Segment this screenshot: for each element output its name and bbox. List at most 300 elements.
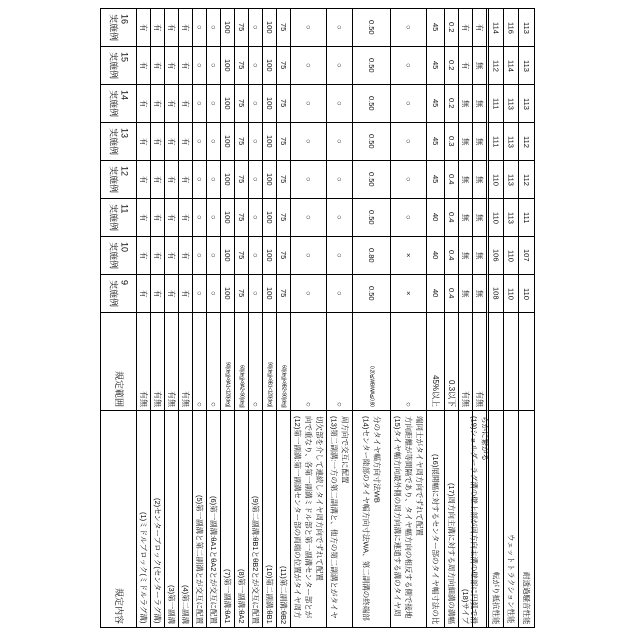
- value-実施例16-item1-text: 有: [139, 23, 148, 32]
- value-実施例15-item4: [179, 47, 193, 85]
- value-実施例13-item16-text: 45: [431, 137, 440, 146]
- value-実施例14-item6-text: ○: [209, 101, 218, 106]
- value-実施例12-perf_rolling-text: 110: [491, 173, 501, 186]
- value-実施例13-item11: [277, 123, 291, 161]
- range-item9-text: ○: [251, 402, 260, 407]
- value-実施例12-item9-text: ○: [251, 177, 260, 182]
- range-item1-text: 有無: [139, 391, 148, 407]
- value-実施例14-item5: [193, 85, 207, 123]
- item-label-item11: [277, 411, 291, 627]
- value-実施例10-item14: [353, 237, 391, 275]
- value-実施例12-perf_rolling: [489, 161, 504, 199]
- value-実施例12-perf_wet-text: 113: [506, 173, 516, 186]
- value-実施例11-item7: [221, 199, 235, 237]
- value-実施例14-item10-text: 100: [265, 97, 274, 110]
- value-実施例15-item9-text: ○: [251, 63, 260, 68]
- value-実施例13-item19: [473, 123, 489, 161]
- value-実施例11-item17: [445, 199, 459, 237]
- item-label-item5: [193, 411, 207, 627]
- row-header-実施例10: [101, 237, 137, 275]
- value-実施例9-item9: [249, 275, 263, 313]
- range-item5: [193, 313, 207, 411]
- value-実施例16-item12: [291, 9, 327, 47]
- value-実施例14-item7: [221, 85, 235, 123]
- value-実施例15-item10: [263, 47, 277, 85]
- value-実施例10-item6-text: ○: [209, 253, 218, 258]
- value-実施例15-perf_wet: [504, 47, 519, 85]
- row-header-実施例16-text: 実施例 16: [108, 13, 130, 41]
- row-header-実施例14-text: 実施例 14: [108, 89, 130, 117]
- value-実施例16-item14: [353, 9, 391, 47]
- range-item14-text: 0.20≦WB/WA≦0.80: [368, 366, 375, 407]
- value-実施例10-item12: [291, 237, 327, 275]
- value-実施例11-item18-text: 無: [461, 213, 470, 222]
- value-実施例14-item7-text: 100: [223, 97, 232, 110]
- value-実施例15-item19: [473, 47, 489, 85]
- value-実施例13-item2: [151, 123, 165, 161]
- item-label-item14-text: (14)センター陸部のタイヤ幅方向寸法WA、第二副溝の終端部分のタイヤ幅方向寸法WB: [361, 416, 382, 621]
- value-実施例15-item10-text: 100: [265, 59, 274, 72]
- range-item16-text: 45%以上: [431, 374, 440, 407]
- value-実施例16-item17: [445, 9, 459, 47]
- value-実施例12-item5-text: ○: [195, 177, 204, 182]
- row-header-実施例15: [101, 47, 137, 85]
- value-実施例13-item6: [207, 123, 221, 161]
- range-item3-text: 有無: [167, 391, 176, 407]
- row-header-実施例12-text: 実施例 12: [108, 165, 130, 193]
- value-実施例13-perf_noise: [519, 123, 534, 161]
- value-実施例9-item11-text: 75: [279, 289, 288, 298]
- value-実施例15-item3-text: 有: [167, 61, 176, 70]
- item-label-item5-text: (5)第一副溝と第二副溝とが交互に配置: [195, 494, 204, 624]
- value-実施例14-item12: [291, 85, 327, 123]
- value-実施例13-item12-text: ○: [304, 139, 313, 144]
- range-perf_rolling: [489, 313, 504, 411]
- value-実施例14-item19: [473, 85, 489, 123]
- value-実施例16-item2: [151, 9, 165, 47]
- value-実施例9-item2-text: 有: [153, 289, 162, 298]
- value-実施例10-item10: [263, 237, 277, 275]
- value-実施例14-item9-text: ○: [251, 101, 260, 106]
- value-実施例14-item17-text: 0.2: [447, 98, 456, 109]
- value-実施例12-item8: [235, 161, 249, 199]
- value-実施例9-item8-text: 75: [237, 289, 246, 298]
- item-label-item1: [137, 411, 151, 627]
- value-実施例14-item11: [277, 85, 291, 123]
- range-item12-text: ○: [304, 402, 313, 407]
- value-実施例13-perf_wet-text: 113: [506, 135, 516, 148]
- value-実施例9-item15: [391, 275, 427, 313]
- value-実施例16-item6-text: ○: [209, 25, 218, 30]
- value-実施例12-item10-text: 100: [265, 173, 274, 186]
- value-実施例16-item18-text: 有: [461, 23, 470, 32]
- value-実施例13-item15-text: ○: [404, 139, 413, 144]
- value-実施例9-item5-text: ○: [195, 291, 204, 296]
- value-実施例12-item17-text: 0.4: [447, 174, 456, 185]
- item-label-item16-text: (16)展開幅に対するセンター部のタイヤ幅寸法の比: [431, 453, 440, 624]
- value-実施例10-item9: [249, 237, 263, 275]
- value-実施例10-item10-text: 100: [265, 249, 274, 262]
- value-実施例9-item13-text: ○: [335, 291, 344, 296]
- value-実施例13-item4: [179, 123, 193, 161]
- item-label-item19-text: (19)ショルダーラグ溝の壁上部が周方向主溝の壁部に円弧で滑らかに繋がる: [469, 416, 490, 624]
- value-実施例10-item11: [277, 237, 291, 275]
- value-実施例11-item13: [327, 199, 353, 237]
- value-実施例9-item14-text: 0.50: [367, 286, 376, 301]
- value-実施例13-item15: [391, 123, 427, 161]
- value-実施例14-item15-text: ○: [404, 101, 413, 106]
- value-実施例16-item8: [235, 9, 249, 47]
- range-perf_wet: [504, 313, 519, 411]
- value-実施例11-item19: [473, 199, 489, 237]
- value-実施例11-item4-text: 有: [181, 213, 190, 222]
- item-label-item13-text: (13)第二副溝:一方の第二副溝と、他方の第二副溝とがタイヤ周方向で交互に配置: [329, 416, 350, 619]
- value-実施例14-item6: [207, 85, 221, 123]
- value-実施例16-item11-text: 75: [279, 23, 288, 32]
- value-実施例12-item1: [137, 161, 151, 199]
- value-実施例12-item11-text: 75: [279, 175, 288, 184]
- value-実施例12-item12-text: ○: [304, 177, 313, 182]
- value-実施例12-item2-text: 有: [153, 175, 162, 184]
- value-実施例9-item10-text: 100: [265, 287, 274, 300]
- value-実施例16-item14-text: 0.50: [367, 20, 376, 35]
- value-実施例12-item3: [165, 161, 179, 199]
- value-実施例14-item13: [327, 85, 353, 123]
- value-実施例9-item2: [151, 275, 165, 313]
- value-実施例9-item13: [327, 275, 353, 313]
- value-実施例10-item8-text: 75: [237, 251, 246, 260]
- range-item12: [291, 313, 327, 411]
- range-item11-text: 60[deg]<θB2<90[deg]: [280, 364, 287, 407]
- value-実施例15-item6-text: ○: [209, 63, 218, 68]
- value-実施例10-perf_rolling: [489, 237, 504, 275]
- range-perf_noise: [519, 313, 534, 411]
- value-実施例11-item6: [207, 199, 221, 237]
- value-実施例12-item13-text: ○: [335, 177, 344, 182]
- item-label-perf_rolling-text: 転がり抵抗性能: [491, 571, 501, 624]
- value-実施例13-item5: [193, 123, 207, 161]
- range-item11: [277, 313, 291, 411]
- value-実施例12-item12: [291, 161, 327, 199]
- value-実施例13-item9-text: ○: [251, 139, 260, 144]
- value-実施例14-item14: [353, 85, 391, 123]
- value-実施例13-item3-text: 有: [167, 137, 176, 146]
- value-実施例16-item9: [249, 9, 263, 47]
- value-実施例12-perf_noise-text: 112: [522, 173, 531, 186]
- value-実施例14-item16: [427, 85, 445, 123]
- range-item13: [327, 313, 353, 411]
- value-実施例14-perf_noise: [519, 85, 534, 123]
- value-実施例15-item16: [427, 47, 445, 85]
- value-実施例11-item15-text: ○: [404, 215, 413, 220]
- range-item7-text: 90[deg]<θA1<120[deg]: [224, 362, 231, 407]
- value-実施例13-item12: [291, 123, 327, 161]
- value-実施例12-item8-text: 75: [237, 175, 246, 184]
- item-label-item10-text: (10)第二副溝:θB1: [265, 565, 274, 624]
- value-実施例13-perf_rolling-text: 111: [491, 135, 501, 148]
- corner-header: [101, 411, 137, 627]
- value-実施例13-item8: [235, 123, 249, 161]
- value-実施例14-perf_wet-text: 113: [506, 97, 516, 110]
- value-実施例9-item11: [277, 275, 291, 313]
- value-実施例15-item3: [165, 47, 179, 85]
- value-実施例11-item9: [249, 199, 263, 237]
- value-実施例12-item6: [207, 161, 221, 199]
- value-実施例10-item16-text: 40: [431, 251, 440, 260]
- value-実施例15-item1-text: 有: [139, 61, 148, 70]
- row-header-実施例16: [101, 9, 137, 47]
- row-header-range: [101, 313, 137, 411]
- value-実施例14-perf_noise-text: 113: [522, 97, 531, 110]
- value-実施例12-perf_wet: [504, 161, 519, 199]
- value-実施例12-item1-text: 有: [139, 175, 148, 184]
- value-実施例10-item18: [459, 237, 473, 275]
- item-label-item9-text: (9)第二副溝:θB1とθB2とが交互に配置: [251, 496, 260, 624]
- value-実施例12-item3-text: 有: [167, 175, 176, 184]
- value-実施例16-item8-text: 75: [237, 23, 246, 32]
- value-実施例10-item15: [391, 237, 427, 275]
- value-実施例10-item9-text: ○: [251, 253, 260, 258]
- value-実施例16-item4-text: 有: [181, 23, 190, 32]
- value-実施例11-item2-text: 有: [153, 213, 162, 222]
- value-実施例9-item19-text: 無: [475, 289, 484, 298]
- range-item5-text: ○: [195, 402, 204, 407]
- value-実施例12-item7-text: 100: [223, 173, 232, 186]
- value-実施例12-item16: [427, 161, 445, 199]
- range-item4: [179, 313, 193, 411]
- row-header-range-text: 規定範囲: [114, 371, 124, 408]
- value-実施例15-item16-text: 45: [431, 61, 440, 70]
- value-実施例12-item5: [193, 161, 207, 199]
- value-実施例9-item6-text: ○: [209, 291, 218, 296]
- range-item9: [249, 313, 263, 411]
- value-実施例16-item1: [137, 9, 151, 47]
- value-実施例13-item16: [427, 123, 445, 161]
- value-実施例11-item16: [427, 199, 445, 237]
- value-実施例16-item7: [221, 9, 235, 47]
- value-実施例13-item13: [327, 123, 353, 161]
- row-header-実施例9: [101, 275, 137, 313]
- value-実施例12-item14: [353, 161, 391, 199]
- value-実施例15-item18-text: 有: [461, 61, 470, 70]
- value-実施例15-item8: [235, 47, 249, 85]
- row-header-実施例13-text: 実施例 13: [108, 127, 130, 155]
- value-実施例11-item16-text: 40: [431, 213, 440, 222]
- value-実施例13-item4-text: 有: [181, 137, 190, 146]
- item-label-perf_noise-text: 耐透過騒音性能: [522, 571, 531, 624]
- value-実施例9-item17-text: 0.4: [447, 288, 456, 299]
- value-実施例15-item19-text: 無: [475, 61, 484, 70]
- value-実施例11-perf_rolling: [489, 199, 504, 237]
- value-実施例9-perf_wet: [504, 275, 519, 313]
- value-実施例16-perf_wet: [504, 9, 519, 47]
- value-実施例10-item6: [207, 237, 221, 275]
- value-実施例13-item11-text: 75: [279, 137, 288, 146]
- value-実施例9-item3: [165, 275, 179, 313]
- range-item16: [427, 313, 445, 411]
- value-実施例15-item2-text: 有: [153, 61, 162, 70]
- item-label-item19: [469, 411, 490, 627]
- value-実施例11-item9-text: ○: [251, 215, 260, 220]
- value-実施例14-item10: [263, 85, 277, 123]
- value-実施例14-item3: [165, 85, 179, 123]
- range-item15-text: ○: [404, 402, 413, 407]
- value-実施例11-item10: [263, 199, 277, 237]
- range-item3: [165, 313, 179, 411]
- value-実施例9-item1-text: 有: [139, 289, 148, 298]
- value-実施例9-perf_rolling: [489, 275, 504, 313]
- value-実施例15-item15-text: ○: [404, 63, 413, 68]
- value-実施例10-item7: [221, 237, 235, 275]
- value-実施例9-item16-text: 40: [431, 289, 440, 298]
- value-実施例14-item18-text: 無: [461, 99, 470, 108]
- value-実施例16-item13: [327, 9, 353, 47]
- value-実施例11-perf_rolling-text: 110: [491, 211, 501, 224]
- value-実施例12-item9: [249, 161, 263, 199]
- range-item18-text: 有無: [461, 391, 470, 407]
- item-label-item7-text: (7)第一副溝:θA1: [223, 569, 232, 624]
- value-実施例9-perf_rolling-text: 108: [491, 287, 501, 300]
- value-実施例9-item19: [473, 275, 489, 313]
- value-実施例16-item13-text: ○: [335, 25, 344, 30]
- range-item10-text: 90[deg]<θB1<120[deg]: [266, 362, 273, 407]
- value-実施例14-item14-text: 0.50: [367, 96, 376, 111]
- value-実施例15-item6: [207, 47, 221, 85]
- value-実施例13-item14: [353, 123, 391, 161]
- value-実施例12-item14-text: 0.50: [367, 172, 376, 187]
- value-実施例12-item4-text: 有: [181, 175, 190, 184]
- value-実施例15-item5: [193, 47, 207, 85]
- value-実施例15-item18: [459, 47, 473, 85]
- value-実施例11-item6-text: ○: [209, 215, 218, 220]
- value-実施例13-item18-text: 無: [461, 137, 470, 146]
- value-実施例11-item8-text: 75: [237, 213, 246, 222]
- item-label-item11-text: (11)第二副溝:θB2: [279, 565, 288, 624]
- value-実施例10-item12-text: ○: [304, 253, 313, 258]
- value-実施例10-perf_rolling-text: 106: [491, 249, 501, 262]
- value-実施例12-item19-text: 無: [475, 175, 484, 184]
- value-実施例16-item9-text: ○: [251, 25, 260, 30]
- value-実施例9-item3-text: 有: [167, 289, 176, 298]
- value-実施例15-perf_rolling: [489, 47, 504, 85]
- value-実施例15-item8-text: 75: [237, 61, 246, 70]
- range-item10: [263, 313, 277, 411]
- value-実施例10-perf_wet: [504, 237, 519, 275]
- value-実施例16-item4: [179, 9, 193, 47]
- item-label-item3-text: (3)第一副溝: [167, 584, 176, 624]
- range-item19-text: 有無: [475, 391, 484, 407]
- value-実施例10-item7-text: 100: [223, 249, 232, 262]
- value-実施例9-item5: [193, 275, 207, 313]
- item-label-item3: [165, 411, 179, 627]
- value-実施例10-perf_noise-text: 107: [522, 249, 531, 262]
- value-実施例14-item11-text: 75: [279, 99, 288, 108]
- value-実施例16-item10: [263, 9, 277, 47]
- value-実施例10-item8: [235, 237, 249, 275]
- item-label-item12: [291, 411, 327, 627]
- value-実施例9-item18: [459, 275, 473, 313]
- item-label-item9: [249, 411, 263, 627]
- value-実施例13-item2-text: 有: [153, 137, 162, 146]
- value-実施例11-item11-text: 75: [279, 213, 288, 222]
- value-実施例12-perf_noise: [519, 161, 534, 199]
- value-実施例9-item12: [291, 275, 327, 313]
- row-header-実施例13: [101, 123, 137, 161]
- value-実施例10-item11-text: 75: [279, 251, 288, 260]
- value-実施例14-item17: [445, 85, 459, 123]
- value-実施例14-perf_rolling-text: 111: [491, 97, 501, 110]
- range-item14: [353, 313, 391, 411]
- value-実施例11-perf_wet: [504, 199, 519, 237]
- range-item6-text: ○: [209, 402, 218, 407]
- item-label-item15-text: (15)タイヤ幅方向最外側の周方向溝に連通する溝のタイヤ周方向距離が等間隔であり、タイヤ幅方向の相反する側で接地端同士がタイヤ周方向でずれて配置: [393, 416, 424, 619]
- value-実施例14-item15: [391, 85, 427, 123]
- value-実施例16-perf_noise: [519, 9, 534, 47]
- value-実施例10-item3: [165, 237, 179, 275]
- value-実施例11-item4: [179, 199, 193, 237]
- value-実施例14-item19-text: 無: [475, 99, 484, 108]
- value-実施例12-item10: [263, 161, 277, 199]
- value-実施例12-item6-text: ○: [209, 177, 218, 182]
- value-実施例16-item7-text: 100: [223, 21, 232, 34]
- value-実施例15-item11-text: 75: [279, 61, 288, 70]
- value-実施例14-item4: [179, 85, 193, 123]
- value-実施例9-item12-text: ○: [304, 291, 313, 296]
- value-実施例10-item19: [473, 237, 489, 275]
- item-label-item8: [235, 411, 249, 627]
- value-実施例16-item16: [427, 9, 445, 47]
- value-実施例12-item15-text: ○: [404, 177, 413, 182]
- value-実施例16-item3: [165, 9, 179, 47]
- corner-header-text: 規定内容: [114, 588, 124, 625]
- value-実施例13-item18: [459, 123, 473, 161]
- value-実施例11-item2: [151, 199, 165, 237]
- value-実施例14-item3-text: 有: [167, 99, 176, 108]
- value-実施例10-item16: [427, 237, 445, 275]
- value-実施例9-perf_wet-text: 110: [506, 287, 516, 300]
- item-label-perf_rolling: [489, 411, 504, 627]
- value-実施例13-item14-text: 0.50: [367, 134, 376, 149]
- value-実施例12-item18: [459, 161, 473, 199]
- patent-spec-table: [100, 8, 535, 628]
- value-実施例10-item13: [327, 237, 353, 275]
- row-header-実施例14: [101, 85, 137, 123]
- value-実施例14-item13-text: ○: [335, 101, 344, 106]
- value-実施例15-perf_wet-text: 114: [506, 59, 516, 72]
- value-実施例14-perf_wet: [504, 85, 519, 123]
- range-item6: [207, 313, 221, 411]
- value-実施例12-item19: [473, 161, 489, 199]
- value-実施例10-item5-text: ○: [195, 253, 204, 258]
- value-実施例11-item14: [353, 199, 391, 237]
- value-実施例15-item17: [445, 47, 459, 85]
- item-label-item18-text: (18)サイプ: [461, 588, 470, 624]
- value-実施例11-item17-text: 0.4: [447, 212, 456, 223]
- value-実施例12-item4: [179, 161, 193, 199]
- value-実施例15-perf_noise-text: 113: [522, 59, 531, 72]
- value-実施例16-item19-text: 有: [475, 23, 484, 32]
- value-実施例13-perf_wet: [504, 123, 519, 161]
- value-実施例15-item7: [221, 47, 235, 85]
- value-実施例10-item2: [151, 237, 165, 275]
- value-実施例11-item11: [277, 199, 291, 237]
- value-実施例11-item5-text: ○: [195, 215, 204, 220]
- item-label-item4-text: (4)第二副溝: [181, 584, 190, 624]
- value-実施例13-item9: [249, 123, 263, 161]
- value-実施例14-item4-text: 有: [181, 99, 190, 108]
- value-実施例9-item6: [207, 275, 221, 313]
- value-実施例15-item15: [391, 47, 427, 85]
